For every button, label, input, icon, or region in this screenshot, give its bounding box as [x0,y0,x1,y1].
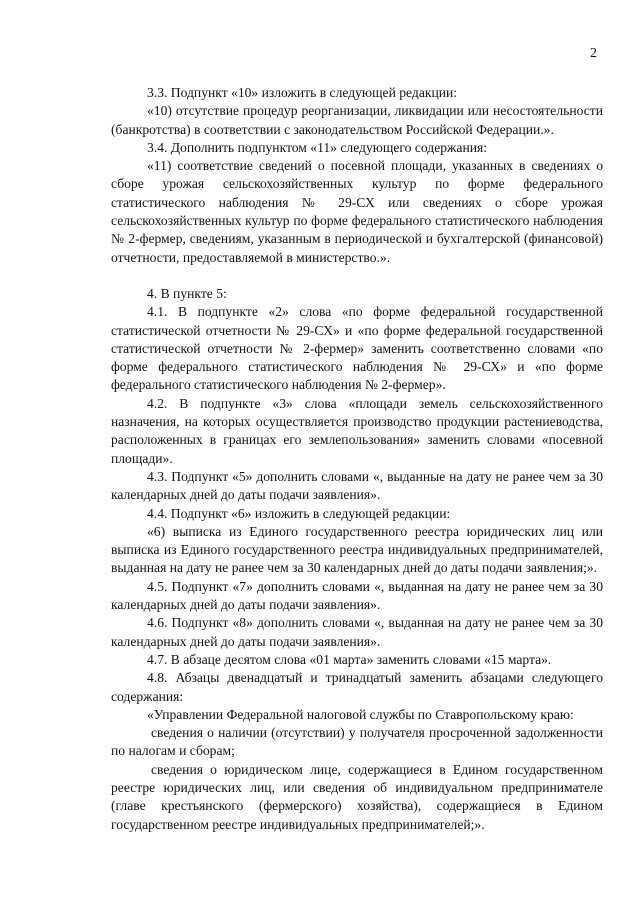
paragraph-4-8-quote-3: сведения о юридическом лице, содержащиеся в Едином государственном реестре юридических лиц, или сведения об индивидуальном предпринимателе (главе крестьянского (фермерского) хозяйства), содержащиеся в Едином государственном реестре индивидуальных предпринимателей;». [111,761,603,832]
paragraph-4-4: 4.4. Подпункт «6» изложить в следующей редакции: [147,505,451,521]
paragraph-3-3: 3.3. Подпункт «10» изложить в следующей редакции: [147,85,458,100]
paragraph-4-1: 4.1. В подпункте «2» слова «по форме федеральной государственной статистической отчетности № 29-СХ» и «по форме федеральной государственной статистической отчетности № 2-фермер» заменить соответственно словами «по форме федерального статистического наблюдения № 29-СХ» и «по форме федерального статистического наблюдения № 2-фермер». [111,304,603,393]
paragraph-4-4-text: «6) выписка из Единого государственного реестра юридических лиц или выписка из Единого государственного реестра индивидуальных предпринимателей, выданная на дату не ранее чем за 30 календарных дней до даты подачи заявления;». [111,523,603,576]
paragraph-3-3-text: «10) отсутствие процедур реорганизации, ликвидации или несостоятельности (банкротства) в соответствии с законодательством Российской Федерации.». [111,103,603,137]
paragraph-4-7: 4.7. В абзаце десятом слова «01 марта» заменить словами «15 марта». [147,651,552,667]
paragraph-3-4-text: «11) соответствие сведений о посевной площади, указанных в сведениях о сборе урожая сельскохозяйственных культур по форме федерального статистического наблюдения № 29-СХ или сведениях о сборе урожая сельскохозяйственных культур по форме федерального статистического наблюдения № 2-фермер, сведениям, указанным в периодической и бухгалтерской (финансовой) отчетности, предоставляемой в министерство.». [111,158,603,265]
paragraph-4-8: 4.8. Абзацы двенадцатый и тринадцатый заменить абзацами следующего содержания: [111,670,603,704]
paragraph-4-8-quote-2: сведения о наличии (отсутствии) у получателя просроченной задолженности по налогам и сборам; [111,725,603,759]
paragraph-4-6: 4.6. Подпункт «8» дополнить словами «, выданная на дату не ранее чем за 30 календарных дней до даты подачи заявления». [111,615,603,649]
paragraph-4: 4. В пункте 5: [147,285,227,301]
paragraph-4-3: 4.3. Подпункт «5» дополнить словами «, выданные на дату не ранее чем за 30 календарных дней до даты подачи заявления». [111,468,603,503]
paragraph-4-5: 4.5. Подпункт «7» дополнить словами «, выданная на дату не ранее чем за 30 календарных дней до даты подачи заявления». [111,578,603,613]
document-body [111,84,603,834]
paragraph-4-2: 4.2. В подпункте «3» слова «площади земель сельскохозяйственного назначения, на которых осуществляется производство продукции растениеводства, расположенных в границах его землепользования» заменить словами «посевной площади». [111,395,603,466]
page-number: 2 [590,46,597,61]
paragraph-4-8-quote-1: «Управлении Федеральной налоговой службы по Ставропольскому краю: [147,706,574,722]
paragraph-3-4: 3.4. Дополнить подпунктом «11» следующего содержания: [147,139,488,155]
